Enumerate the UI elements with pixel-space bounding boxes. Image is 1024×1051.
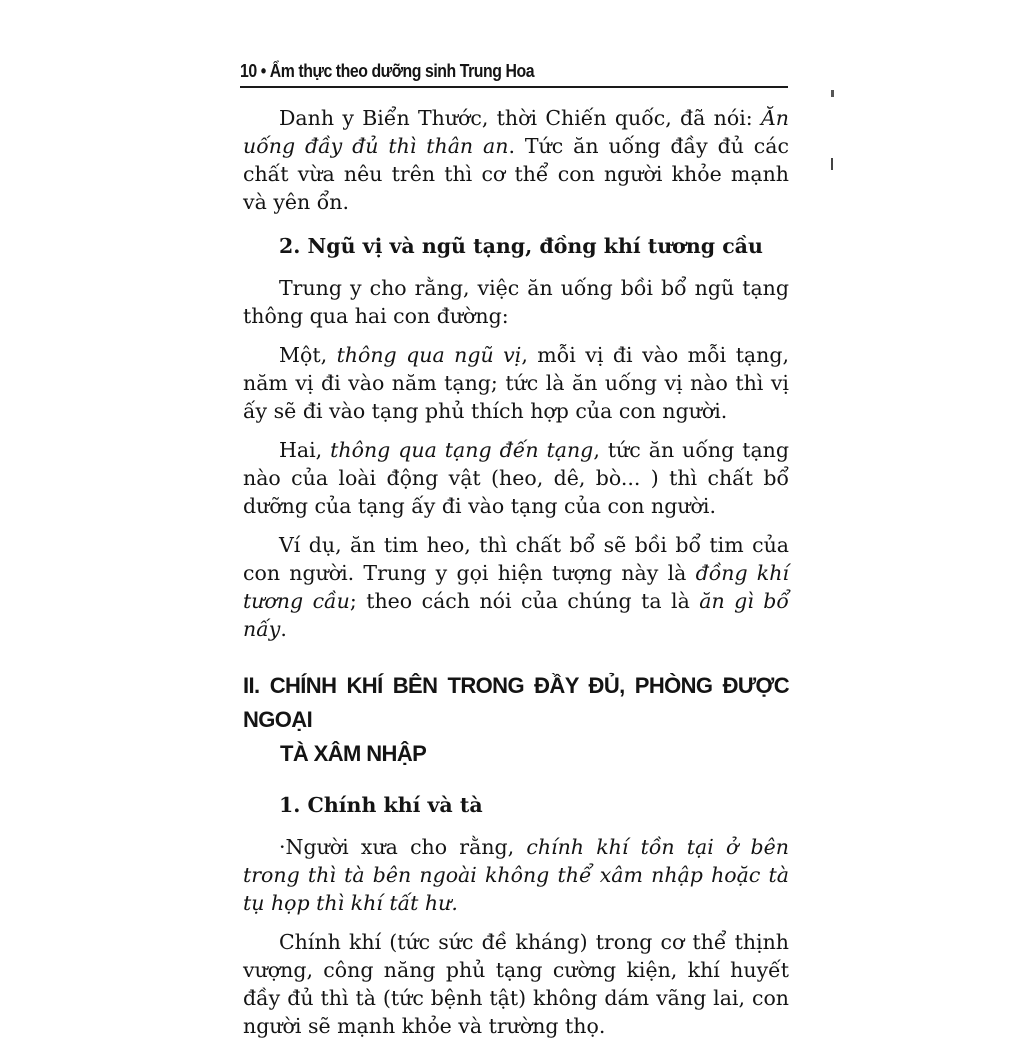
text-run: , tức ăn uống tạng nào của loài động vật (heo, dê, bò... ) thì chất bổ dưỡng của tạng ấy đi vào tạng của con người. xyxy=(243,438,789,518)
running-header-text: 10 • Ẩm thực theo dưỡng sinh Trung Hoa xyxy=(240,61,535,81)
subsection-heading: 1. Chính khí và tà xyxy=(279,793,483,817)
text-run: Ví dụ, ăn tim heo, thì chất bổ sẽ bồi bổ tim của con người. Trung y gọi hiện tượng này là xyxy=(243,533,789,585)
text-run: ; theo cách nói của chúng ta là xyxy=(349,589,700,613)
page-body xyxy=(243,104,789,1051)
italic-quote: Ăn uống đầy đủ thì thân an xyxy=(243,106,789,158)
text-run: Danh y Biển Thước, thời Chiến quốc, đã nói: xyxy=(279,106,761,130)
text-run: Hai, xyxy=(279,438,331,462)
paragraph: Trung y cho rằng, việc ăn uống bồi bổ ngũ tạng thông qua hai con đường: xyxy=(243,276,789,328)
text-run: . xyxy=(280,617,287,641)
running-header xyxy=(240,54,788,88)
italic-term: thông qua ngũ vị xyxy=(336,343,522,367)
paragraph: Chính khí (tức sức đề kháng) trong cơ thể thịnh vượng, công năng phủ tạng cường kiện, khí huyết đầy đủ thì tà (tức bệnh tật) không dám vãng lai, con người sẽ mạnh khỏe và trường thọ. xyxy=(243,930,789,1038)
section-heading-line: II. CHÍNH KHÍ BÊN TRONG ĐẦY ĐỦ, PHÒNG ĐƯỢC NGOẠI xyxy=(243,673,789,732)
text-run: . Tức ăn uống đầy đủ các chất vừa nêu trên thì cơ thể con người khỏe mạnh và yên ổn. xyxy=(243,134,789,214)
paragraph xyxy=(243,104,789,216)
italic-term: ăn gì bổ nấy xyxy=(243,589,789,641)
paragraph xyxy=(243,341,789,425)
scan-mark xyxy=(831,158,833,170)
italic-quote: chính khí tồn tại ở bên trong thì tà bên ngoài không thể xâm nhập hoặc tà tụ họp thì khí tất hư. xyxy=(243,835,789,915)
section-heading xyxy=(243,669,789,771)
text-run: ·Người xưa cho rằng, xyxy=(279,835,527,859)
text-run: , mỗi vị đi vào mỗi tạng, năm vị đi vào năm tạng; tức là ăn uống vị nào thì vị ấy sẽ đi vào tạng phủ thích hợp của con người. xyxy=(243,343,789,423)
paragraph xyxy=(243,833,789,917)
scan-mark xyxy=(831,90,834,97)
text-run: Một, xyxy=(279,343,337,367)
section-heading-line: TÀ XÂM NHẬP xyxy=(280,741,427,766)
paragraph xyxy=(243,531,789,643)
italic-term: thông qua tạng đến tạng xyxy=(330,438,594,462)
italic-term: đồng khí tương cầu xyxy=(243,561,789,613)
paragraph xyxy=(243,436,789,520)
subsection-heading: 2. Ngũ vị và ngũ tạng, đồng khí tương cầu xyxy=(279,234,763,258)
